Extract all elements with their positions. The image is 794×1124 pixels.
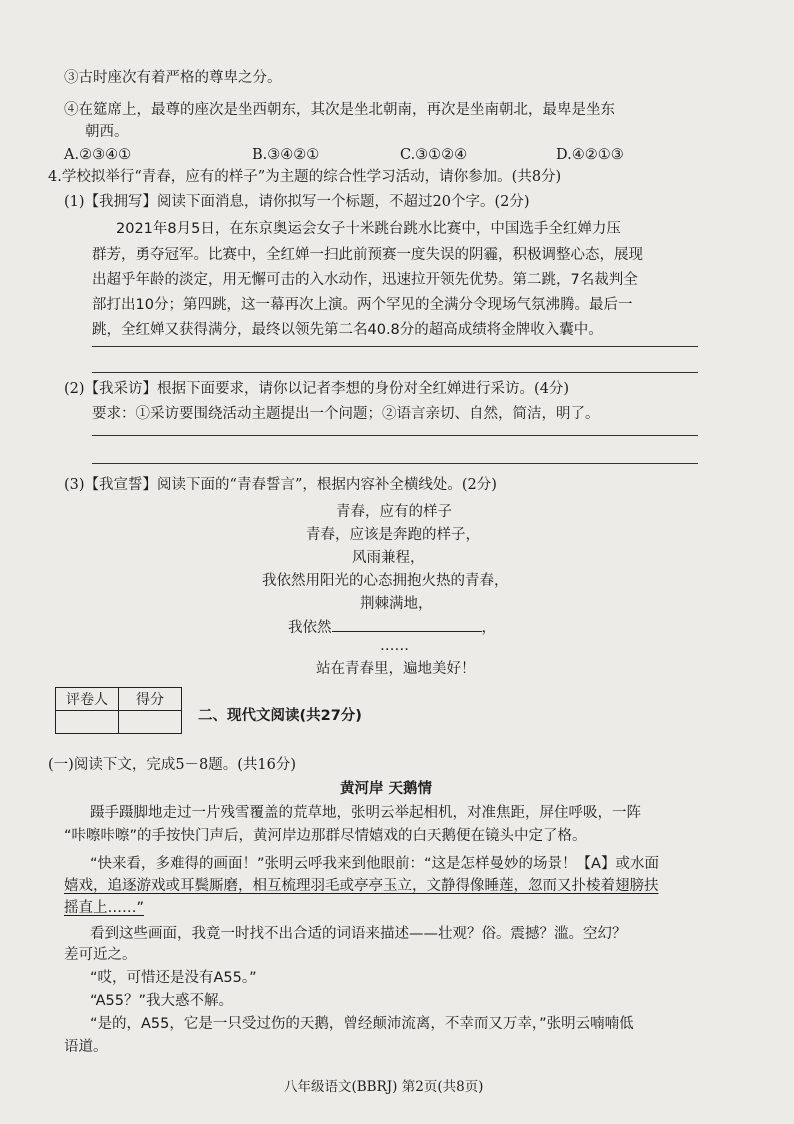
poem-last-line: 站在青春里，遍地美好！ <box>316 661 476 677</box>
news-line-3: 出超乎年龄的淡定，用无懈可击的入水动作，迅速拉开领先优势。第二跳，7名裁判全 <box>92 272 638 288</box>
news-line-5: 跳，全红婵又获得满分，最终以领先第二名40.8分的超高成绩将金牌收入囊中。 <box>92 322 603 338</box>
news-line-1: 2021年8月5日，在东京奥运会女子十米跳台跳水比赛中，中国选手全红婵力压 <box>116 221 621 237</box>
option-b: B.③④②① <box>252 147 320 163</box>
question-4: 4.学校拟举行“青春，应有的样子”为主题的综合性学习活动，请你参加。(共8分) <box>48 169 562 185</box>
option-c: C.③①②④ <box>400 147 468 163</box>
ordering-sentence-3: ③古时座次有着严格的尊卑之分。 <box>64 70 282 86</box>
answer-line-2[interactable] <box>92 372 698 373</box>
news-line-2: 群芳，勇夺冠军。比赛中，全红婵一扫此前预赛一度失误的阴霾，积极调整心态，展现 <box>92 247 643 263</box>
essay-p6-line2: 语道。 <box>64 1039 108 1055</box>
essay-p4: “哎，可惜还是没有A55。” <box>90 970 257 986</box>
poem-line-1: 青春，应该是奔跑的样子， <box>306 527 480 543</box>
essay-p6-line1: “是的，A55，它是一只受过伤的天鹅，曾经颠沛流离，不幸而又万幸，”张明云喃喃低 <box>90 1016 634 1032</box>
score-cell[interactable] <box>119 711 182 734</box>
poem-line-4: 荆棘满地， <box>360 596 433 612</box>
answer-line-3[interactable] <box>92 435 698 436</box>
section-2-heading: 二、现代文阅读(共27分) <box>198 708 362 724</box>
grader-header: 评卷人 <box>56 688 119 711</box>
essay-p1-line2: “咔嚓咔嚓”的手按快门声后，黄河岸边那群尽情嬉戏的白天鹅便在镜头中定了格。 <box>64 828 587 844</box>
poem-fill-blank[interactable] <box>332 617 482 632</box>
essay-p2-line3: 摇直上……” <box>64 900 145 916</box>
essay-p1-line1: 蹑手蹑脚地走过一片残雪覆盖的荒草地，张明云举起相机，对准焦距，屏住呼吸，一阵 <box>90 805 641 821</box>
poem-line-3: 我依然用阳光的心态拥抱火热的青春， <box>262 573 509 589</box>
question-4-2-requirement: 要求：①采访要围绕活动主题提出一个问题；②语言亲切、自然，简洁，明了。 <box>92 406 600 422</box>
page-footer: 八年级语文(BBRJ) 第2页(共8页) <box>284 1079 484 1095</box>
essay-p3-line1: 看到这些画面，我竟一时找不出合适的词语来描述——壮观？俗。震撼？滥。空幻？ <box>90 926 627 942</box>
question-4-3: (3)【我宣誓】阅读下面的“青春誓言”，根据内容补全横线处。(2分) <box>64 477 497 493</box>
essay-p5: “A55？”我大惑不解。 <box>90 993 234 1009</box>
poem-line-2: 风雨兼程， <box>352 550 425 566</box>
essay-p3-line2: 差可近之。 <box>64 947 137 963</box>
poem-line-5-start: 我依然 <box>288 620 332 636</box>
reading-instructions: (一)阅读下文，完成5－8题。(共16分) <box>48 757 297 773</box>
poem-line-5-end: ， <box>481 620 496 636</box>
news-line-4: 部打出10分；第四跳，这一幕再次上演。两个罕见的全满分令现场气氛沸腾。最后一 <box>92 297 633 313</box>
score-header: 得分 <box>119 688 182 711</box>
option-a: A.②③④① <box>64 147 132 163</box>
essay-title: 黄河岸 天鹅情 <box>340 781 433 797</box>
ordering-sentence-4: ④在筵席上，最尊的座次是坐西朝东，其次是坐北朝南，再次是坐南朝北，最卑是坐东 <box>64 102 615 118</box>
poem-ellipsis: …… <box>380 638 409 654</box>
poem-title: 青春，应有的样子 <box>336 504 452 520</box>
option-d: D.④②①③ <box>556 147 624 163</box>
score-table <box>55 687 182 734</box>
question-4-1: (1)【我拥写】阅读下面消息，请你拟写一个标题，不超过20个字。(2分) <box>64 194 530 210</box>
essay-p2-line1: “快来看，多难得的画面！”张明云呼我来到他眼前：“这是怎样曼妙的场景！【A】或水面 <box>90 856 659 872</box>
essay-p2-line2: 嬉戏，追逐游戏或耳鬓厮磨，相互梳理羽毛或亭亭玉立，文静得像睡莲，忽而又扑棱着翅膀扶 <box>64 878 659 894</box>
answer-line-4[interactable] <box>92 463 698 464</box>
poem-line-5 <box>288 617 496 638</box>
answer-line-1[interactable] <box>92 346 698 347</box>
question-4-2: (2)【我采访】根据下面要求，请你以记者李想的身份对全红婵进行采访。(4分) <box>64 381 570 397</box>
ordering-sentence-4-cont: 朝西。 <box>85 124 129 140</box>
grader-cell[interactable] <box>56 711 119 734</box>
